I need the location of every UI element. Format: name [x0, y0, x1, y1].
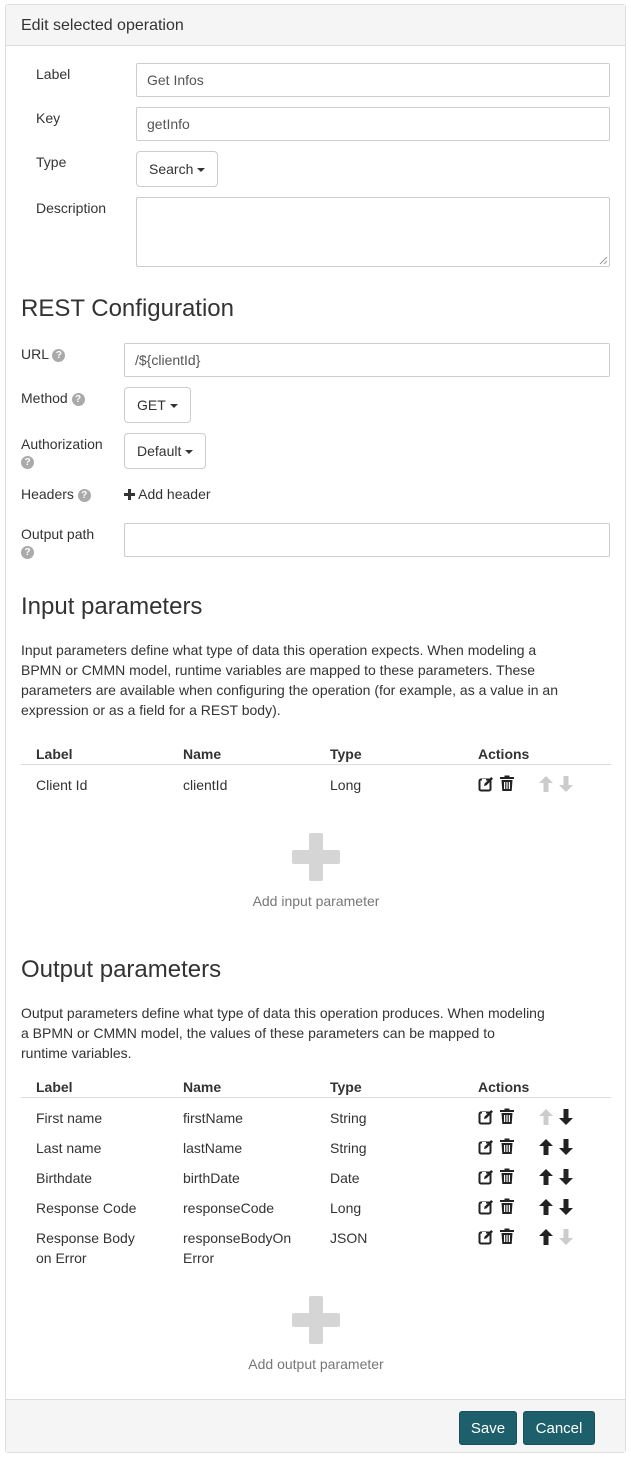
move-down-icon[interactable] [559, 1169, 573, 1185]
input-parameters-description [21, 640, 611, 720]
description-textarea[interactable] [136, 197, 610, 267]
row-type: Long [330, 777, 362, 793]
row-name-line: responseBodyOn [183, 1230, 292, 1246]
label-field-label: Label [36, 66, 71, 82]
output-path-input[interactable] [124, 523, 610, 557]
key-field-label: Key [36, 110, 61, 126]
help-icon[interactable]: ? [21, 456, 34, 469]
column-header-type: Type [330, 1079, 362, 1095]
type-dropdown-value: Search [149, 161, 194, 177]
help-icon[interactable]: ? [52, 349, 65, 362]
move-down-icon[interactable] [559, 1109, 573, 1125]
caret-down-icon [197, 168, 205, 172]
cancel-button[interactable]: Cancel [523, 1411, 595, 1445]
row-type: Date [330, 1170, 360, 1186]
add-header-link[interactable] [124, 486, 211, 502]
authorization-field-label [21, 436, 103, 469]
authorization-dropdown-value: Default [137, 443, 182, 459]
url-input[interactable]: /${clientId} [124, 343, 610, 377]
type-field-label: Type [36, 154, 67, 170]
row-type: String [330, 1110, 367, 1126]
output-parameters-description [21, 1003, 611, 1063]
edit-operation-panel [5, 4, 626, 1453]
authorization-dropdown[interactable] [124, 433, 206, 469]
add-header-label: Add header [138, 486, 211, 502]
help-icon[interactable]: ? [72, 393, 85, 406]
url-label-text: URL [21, 346, 49, 362]
row-label-line: on Error [36, 1250, 87, 1266]
column-header-label: Label [36, 746, 73, 762]
column-header-actions: Actions [478, 746, 530, 762]
rest-config-title: REST Configuration [21, 295, 234, 322]
description-line: BPMN or CMMN model, runtime variables are mapped to these parameters. These [21, 662, 536, 678]
row-name: birthDate [183, 1170, 240, 1186]
caret-down-icon [170, 404, 178, 408]
type-dropdown[interactable] [136, 151, 218, 187]
edit-icon[interactable] [478, 1169, 494, 1185]
caret-down-icon [185, 450, 193, 454]
authorization-label-text: Authorization [21, 436, 103, 452]
resize-grip-icon[interactable] [598, 255, 608, 265]
add-input-parameter-button[interactable] [216, 833, 416, 909]
large-plus-icon [292, 1296, 340, 1344]
description-line: parameters are available when configuring the operation (for example, as a value in an [21, 682, 558, 698]
row-name-line: Error [183, 1250, 215, 1266]
row-type: String [330, 1140, 367, 1156]
output-parameters-title: Output parameters [21, 956, 222, 983]
help-icon[interactable]: ? [78, 489, 91, 502]
panel-footer [6, 1399, 625, 1452]
row-name [183, 1228, 291, 1268]
plus-icon [124, 489, 135, 500]
trash-icon[interactable] [499, 1108, 515, 1124]
column-header-label: Label [36, 1079, 73, 1095]
description-line: a BPMN or CMMN model, the values of these parameters can be mapped to [21, 1025, 495, 1041]
url-field-label [21, 346, 65, 362]
move-up-icon[interactable] [539, 1139, 553, 1155]
method-dropdown-value: GET [137, 397, 166, 413]
trash-icon[interactable] [499, 1138, 515, 1154]
column-header-actions: Actions [478, 1079, 530, 1095]
output-path-label-text: Output path [21, 526, 95, 542]
method-field-label [21, 390, 85, 406]
row-label: Birthdate [36, 1170, 93, 1186]
row-label: First name [36, 1110, 103, 1126]
table-header-divider [21, 1097, 611, 1098]
description-line: runtime variables. [21, 1045, 132, 1061]
large-plus-icon [292, 833, 340, 881]
move-down-icon[interactable] [559, 1199, 573, 1215]
method-label-text: Method [21, 390, 68, 406]
row-label-line: Response Body [36, 1230, 135, 1246]
column-header-name: Name [183, 746, 222, 762]
move-down-icon[interactable] [559, 1229, 573, 1245]
row-label: Client Id [36, 777, 88, 793]
trash-icon[interactable] [499, 1168, 515, 1184]
row-name: lastName [183, 1140, 243, 1156]
move-up-icon[interactable] [539, 1229, 553, 1245]
headers-field-label [21, 486, 91, 502]
add-output-parameter-label: Add output parameter [248, 1356, 384, 1372]
row-type: JSON [330, 1230, 368, 1246]
input-parameters-title: Input parameters [21, 593, 203, 620]
label-input[interactable]: Get Infos [136, 63, 610, 97]
row-name: firstName [183, 1110, 243, 1126]
trash-icon[interactable] [499, 775, 515, 791]
move-up-icon[interactable] [539, 1109, 553, 1125]
edit-icon[interactable] [478, 1199, 494, 1215]
trash-icon[interactable] [499, 1228, 515, 1244]
column-header-name: Name [183, 1079, 222, 1095]
panel-title: Edit selected operation [6, 5, 625, 46]
move-down-icon[interactable] [559, 1139, 573, 1155]
row-label: Response Code [36, 1200, 137, 1216]
row-label [36, 1228, 135, 1268]
edit-icon[interactable] [478, 1109, 494, 1125]
help-icon[interactable]: ? [21, 546, 34, 559]
table-header-divider [21, 764, 611, 765]
move-up-icon[interactable] [539, 1169, 553, 1185]
description-line: Input parameters define what type of data this operation expects. When modeling a [21, 642, 537, 658]
output-path-field-label [21, 526, 94, 559]
add-output-parameter-button[interactable] [216, 1296, 416, 1372]
edit-icon[interactable] [478, 1139, 494, 1155]
row-name: responseCode [183, 1200, 275, 1216]
key-input[interactable]: getInfo [136, 107, 610, 141]
method-dropdown[interactable] [124, 387, 191, 423]
description-field-label: Description [36, 200, 107, 216]
row-type: Long [330, 1200, 362, 1216]
move-up-icon[interactable] [539, 776, 553, 792]
edit-icon[interactable] [478, 1229, 494, 1245]
add-input-parameter-label: Add input parameter [252, 893, 380, 909]
move-down-icon[interactable] [559, 776, 573, 792]
row-label: Last name [36, 1140, 102, 1156]
row-name: clientId [183, 777, 228, 793]
trash-icon[interactable] [499, 1198, 515, 1214]
save-button[interactable]: Save [459, 1411, 517, 1445]
description-line: expression or as a field for a REST body). [21, 702, 281, 718]
headers-label-text: Headers [21, 486, 74, 502]
description-line: Output parameters define what type of data this operation produces. When modeling [21, 1005, 545, 1021]
column-header-type: Type [330, 746, 362, 762]
edit-icon[interactable] [478, 776, 494, 792]
move-up-icon[interactable] [539, 1199, 553, 1215]
